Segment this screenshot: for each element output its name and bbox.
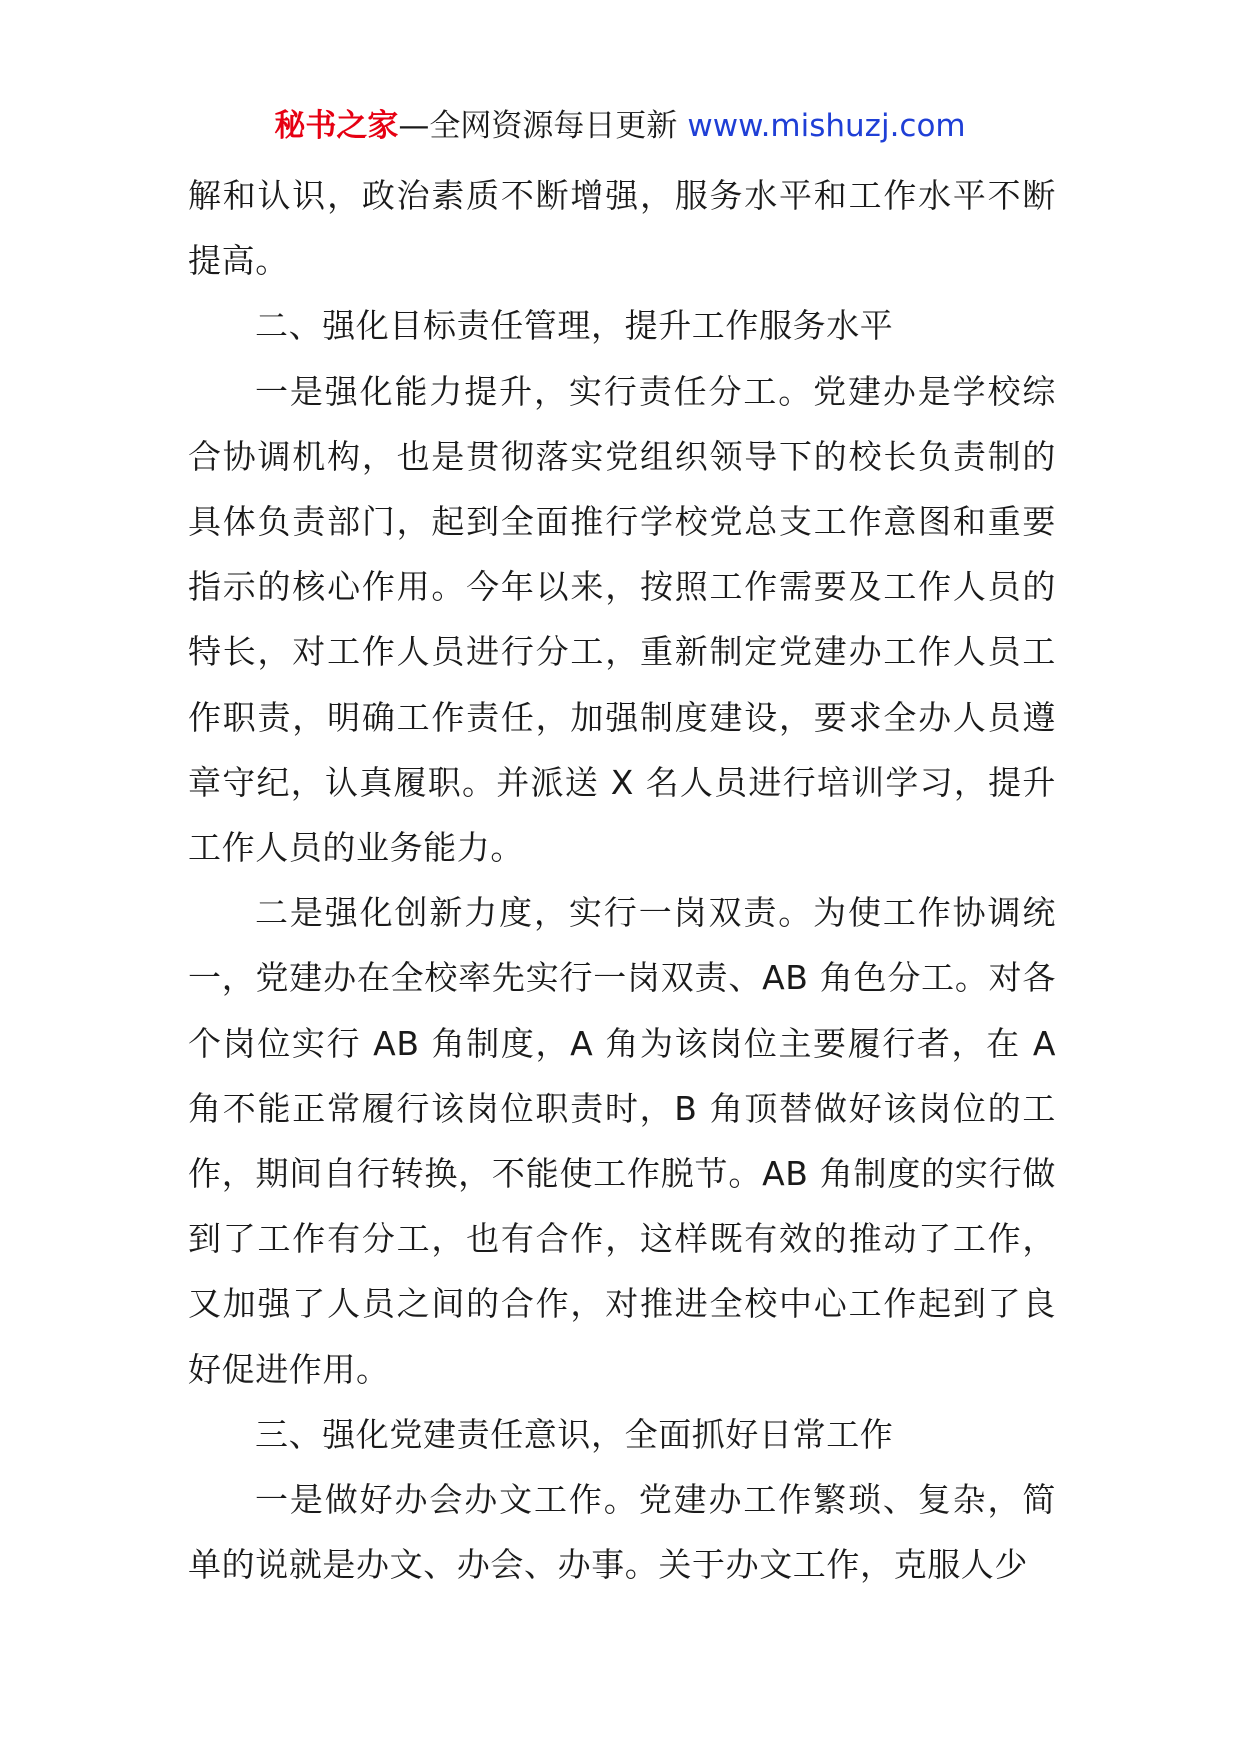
paragraph-meetings: 一是做好办会办文工作。党建办工作繁琐、复杂，简单的说就是办文、办会、办事。关于办文工作，克服人少 (188, 1480, 1056, 1585)
paragraph-continued: 解和认识，政治素质不断增强，服务水平和工作水平不断提高。 (188, 176, 1056, 281)
paragraph-innovation: 二是强化创新力度，实行一岗双责。为使工作协调统一，党建办在全校率先实行一岗双责、AB 角色分工。对各个岗位实行 AB 角制度，A 角为该岗位主要履行者，在 A 角不能正常履行该岗位职责时，B 角顶替做好该岗位的工作，期间自行转换，不能使工作脱节。AB 角制度的实行做到了工作有分工，也有合作，这样既有效的推动了工作，又加强了人员之间的合作，对推进全校中心工作起到了良好促进作用。 (188, 893, 1056, 1389)
site-tagline: —全网资源每日更新 (398, 108, 678, 144)
section-heading-3: 三、强化党建责任意识，全面抓好日常工作 (255, 1414, 894, 1454)
paragraph-capability: 一是强化能力提升，实行责任分工。党建办是学校综合协调机构，也是贯彻落实党组织领导下的校长负责制的具体负责部门，起到全面推行学校党总支工作意图和重要指示的核心作用。今年以来，按照工作需要及工作人员的特长，对工作人员进行分工，重新制定党建办工作人员工作职责，明确工作责任，加强制度建设，要求全办人员遵章守纪，认真履职。并派送 X 名人员进行培训学习，提升工作人员的业务能力。 (188, 371, 1056, 868)
site-url-link[interactable]: www.mishuzj.com (687, 108, 966, 144)
document-body (188, 163, 1056, 1597)
site-brand: 秘书之家 (274, 108, 399, 144)
section-heading-2: 二、强化目标责任管理，提升工作服务水平 (255, 306, 894, 346)
site-header (0, 104, 1240, 148)
